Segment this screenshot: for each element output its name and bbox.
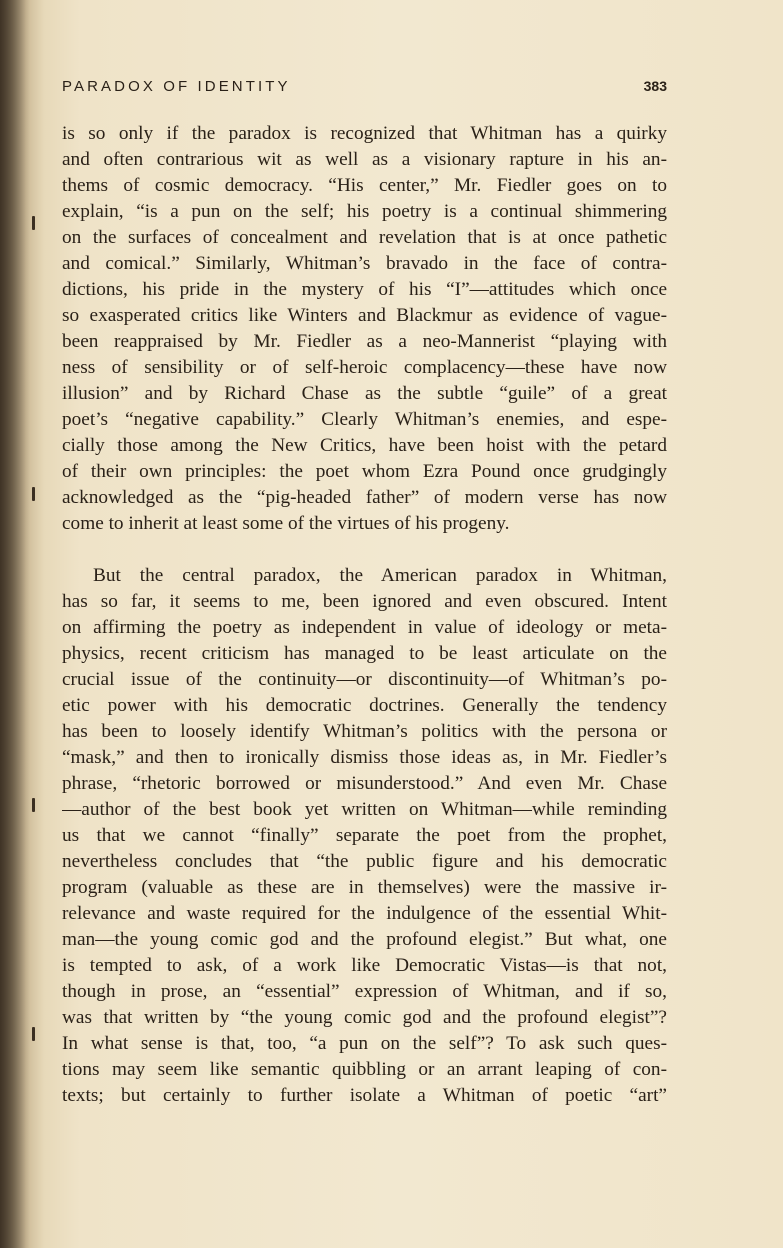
- text-line: is so only if the paradox is recognized that Whitman has a quirky: [62, 123, 667, 144]
- text-line: on the surfaces of concealment and revelation that is at once pathetic: [62, 227, 667, 248]
- margin-mark: [32, 798, 35, 812]
- text-line: tions may seem like semantic quibbling or an arrant leaping of con-: [62, 1059, 667, 1080]
- text-line: —author of the best book yet written on Whitman—while reminding: [62, 799, 667, 820]
- text-line: has been to loosely identify Whitman’s politics with the persona or: [62, 721, 667, 742]
- text-line: poet’s “negative capability.” Clearly Whitman’s enemies, and espe-: [62, 409, 667, 430]
- text-line: though in prose, an “essential” expression of Whitman, and if so,: [62, 981, 667, 1002]
- text-line: “mask,” and then to ironically dismiss those ideas as, in Mr. Fiedler’s: [62, 747, 667, 768]
- page-number: 383: [643, 78, 667, 94]
- text-line: ness of sensibility or of self-heroic complacency—these have now: [62, 357, 667, 378]
- text-line: and comical.” Similarly, Whitman’s bravado in the face of contra-: [62, 253, 667, 274]
- body-text: [62, 121, 667, 1109]
- text-line: explain, “is a pun on the self; his poetry is a continual shimmering: [62, 201, 667, 222]
- text-line: man—the young comic god and the profound elegist.” But what, one: [62, 929, 667, 950]
- text-line: on affirming the poetry as independent in value of ideology or meta-: [62, 617, 667, 638]
- text-line: cially those among the New Critics, have been hoist with the petard: [62, 435, 667, 456]
- text-line: of their own principles: the poet whom Ezra Pound once grudgingly: [62, 461, 667, 482]
- text-line: us that we cannot “finally” separate the poet from the prophet,: [62, 825, 667, 846]
- margin-mark: [32, 487, 35, 501]
- paragraph-gap: [62, 537, 667, 563]
- text-line: has so far, it seems to me, been ignored and even obscured. Intent: [62, 591, 667, 612]
- running-head: PARADOX OF IDENTITY: [62, 78, 291, 95]
- text-line: so exasperated critics like Winters and Blackmur as evidence of vague-: [62, 305, 667, 326]
- margin-mark: [32, 1027, 35, 1041]
- text-line: and often contrarious wit as well as a visionary rapture in his an-: [62, 149, 667, 170]
- text-line: In what sense is that, too, “a pun on the self”? To ask such ques-: [62, 1033, 667, 1054]
- text-line: But the central paradox, the American paradox in Whitman,: [93, 565, 667, 586]
- text-line: been reappraised by Mr. Fiedler as a neo-Mannerist “playing with: [62, 331, 667, 352]
- text-line: relevance and waste required for the indulgence of the essential Whit-: [62, 903, 667, 924]
- text-line: dictions, his pride in the mystery of his “I”—attitudes which once: [62, 279, 667, 300]
- paragraph-2: [62, 563, 667, 1109]
- text-line: etic power with his democratic doctrines. Generally the tendency: [62, 695, 667, 716]
- text-line: illusion” and by Richard Chase as the subtle “guile” of a great: [62, 383, 667, 404]
- text-line: physics, recent criticism has managed to be least articulate on the: [62, 643, 667, 664]
- text-line: nevertheless concludes that “the public figure and his democratic: [62, 851, 667, 872]
- paragraph-1: [62, 121, 667, 537]
- text-line: texts; but certainly to further isolate a Whitman of poetic “art”: [62, 1085, 667, 1106]
- text-line: acknowledged as the “pig-headed father” of modern verse has now: [62, 487, 667, 508]
- text-line: program (valuable as these are in themselves) were the massive ir-: [62, 877, 667, 898]
- text-line: thems of cosmic democracy. “His center,” Mr. Fiedler goes on to: [62, 175, 667, 196]
- margin-mark: [32, 216, 35, 230]
- text-line: phrase, “rhetoric borrowed or misunderstood.” And even Mr. Chase: [62, 773, 667, 794]
- text-line: is tempted to ask, of a work like Democratic Vistas—is that not,: [62, 955, 667, 976]
- page-header: [62, 78, 667, 100]
- text-line: crucial issue of the continuity—or discontinuity—of Whitman’s po-: [62, 669, 667, 690]
- binding-gutter: [0, 0, 30, 1248]
- text-line: was that written by “the young comic god and the profound elegist”?: [62, 1007, 667, 1028]
- text-line: come to inherit at least some of the virtues of his progeny.: [62, 513, 510, 534]
